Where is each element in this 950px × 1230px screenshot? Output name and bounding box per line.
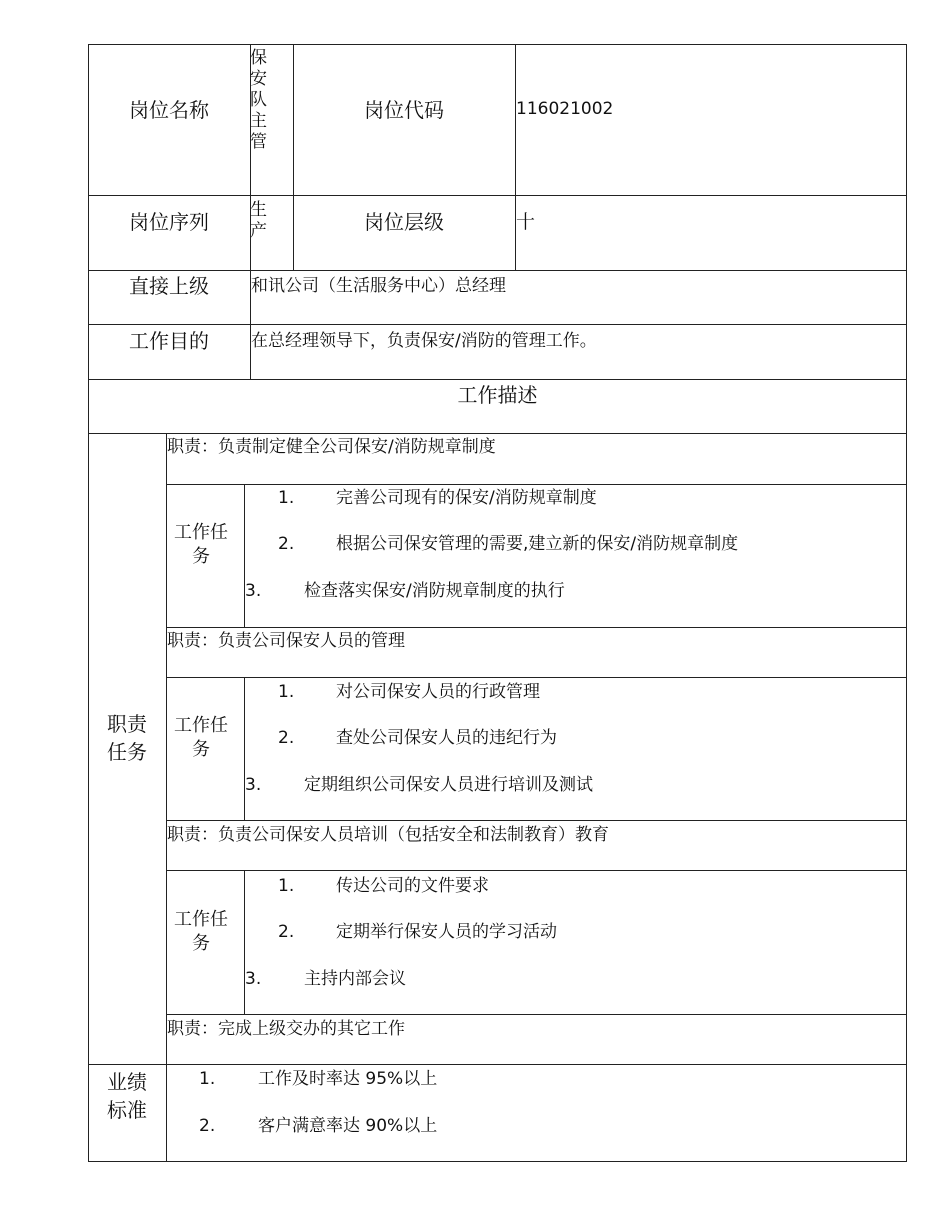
post-name-value: 保安队主管 (250, 48, 267, 152)
task-text: 查处公司保安人员的违纪行为 (336, 728, 557, 748)
task-label: 工作任务 (174, 909, 228, 954)
duty-title: 职责：负责公司保安人员的管理 (167, 631, 405, 651)
description-title: 工作描述 (457, 383, 538, 407)
task-text: 对公司保安人员的行政管理 (336, 682, 540, 702)
performance-text: 工作及时率达 95%以上 (258, 1069, 438, 1089)
duties-label: 职责任务 (107, 712, 147, 764)
task-text: 完善公司现有的保安/消防规章制度 (336, 488, 597, 508)
task-label: 工作任务 (174, 522, 228, 567)
task-text: 主持内部会议 (304, 969, 406, 989)
task-text: 定期举行保安人员的学习活动 (336, 922, 557, 942)
duty-title: 职责：负责公司保安人员培训（包括安全和法制教育）教育 (167, 825, 609, 845)
task-text: 根据公司保安管理的需要,建立新的保安/消防规章制度 (336, 534, 739, 554)
task-number: 3. (245, 775, 262, 795)
purpose-value: 在总经理领导下，负责保安/消防的管理工作。 (251, 331, 597, 351)
task-number: 2. (278, 728, 295, 748)
post-level-value: 十 (516, 211, 536, 233)
performance-number: 2. (199, 1116, 216, 1136)
post-name-label: 岗位名称 (129, 98, 209, 122)
task-number: 1. (278, 488, 295, 508)
task-number: 1. (278, 876, 295, 896)
task-text: 检查落实保安/消防规章制度的执行 (304, 581, 565, 601)
post-series-value: 生产 (250, 200, 267, 241)
task-number: 3. (245, 969, 262, 989)
duty-title: 职责：负责制定健全公司保安/消防规章制度 (167, 437, 496, 457)
performance-number: 1. (199, 1069, 216, 1089)
task-number: 1. (278, 682, 295, 702)
post-level-label: 岗位层级 (364, 210, 444, 234)
task-label: 工作任务 (174, 715, 228, 760)
performance-text: 客户满意率达 90%以上 (258, 1116, 438, 1136)
task-number: 2. (278, 922, 295, 942)
task-text: 定期组织公司保安人员进行培训及测试 (304, 775, 593, 795)
task-number: 3. (245, 581, 262, 601)
post-code-value: 116021002 (516, 99, 614, 119)
task-number: 2. (278, 534, 295, 554)
performance-label: 业绩标准 (107, 1070, 147, 1122)
superior-value: 和讯公司（生活服务中心）总经理 (251, 276, 506, 296)
duty-title: 职责：完成上级交办的其它工作 (167, 1019, 405, 1039)
post-series-label: 岗位序列 (129, 210, 209, 234)
superior-label: 直接上级 (129, 274, 209, 298)
post-code-label: 岗位代码 (364, 98, 444, 122)
purpose-label: 工作目的 (129, 329, 209, 353)
task-text: 传达公司的文件要求 (336, 876, 489, 896)
